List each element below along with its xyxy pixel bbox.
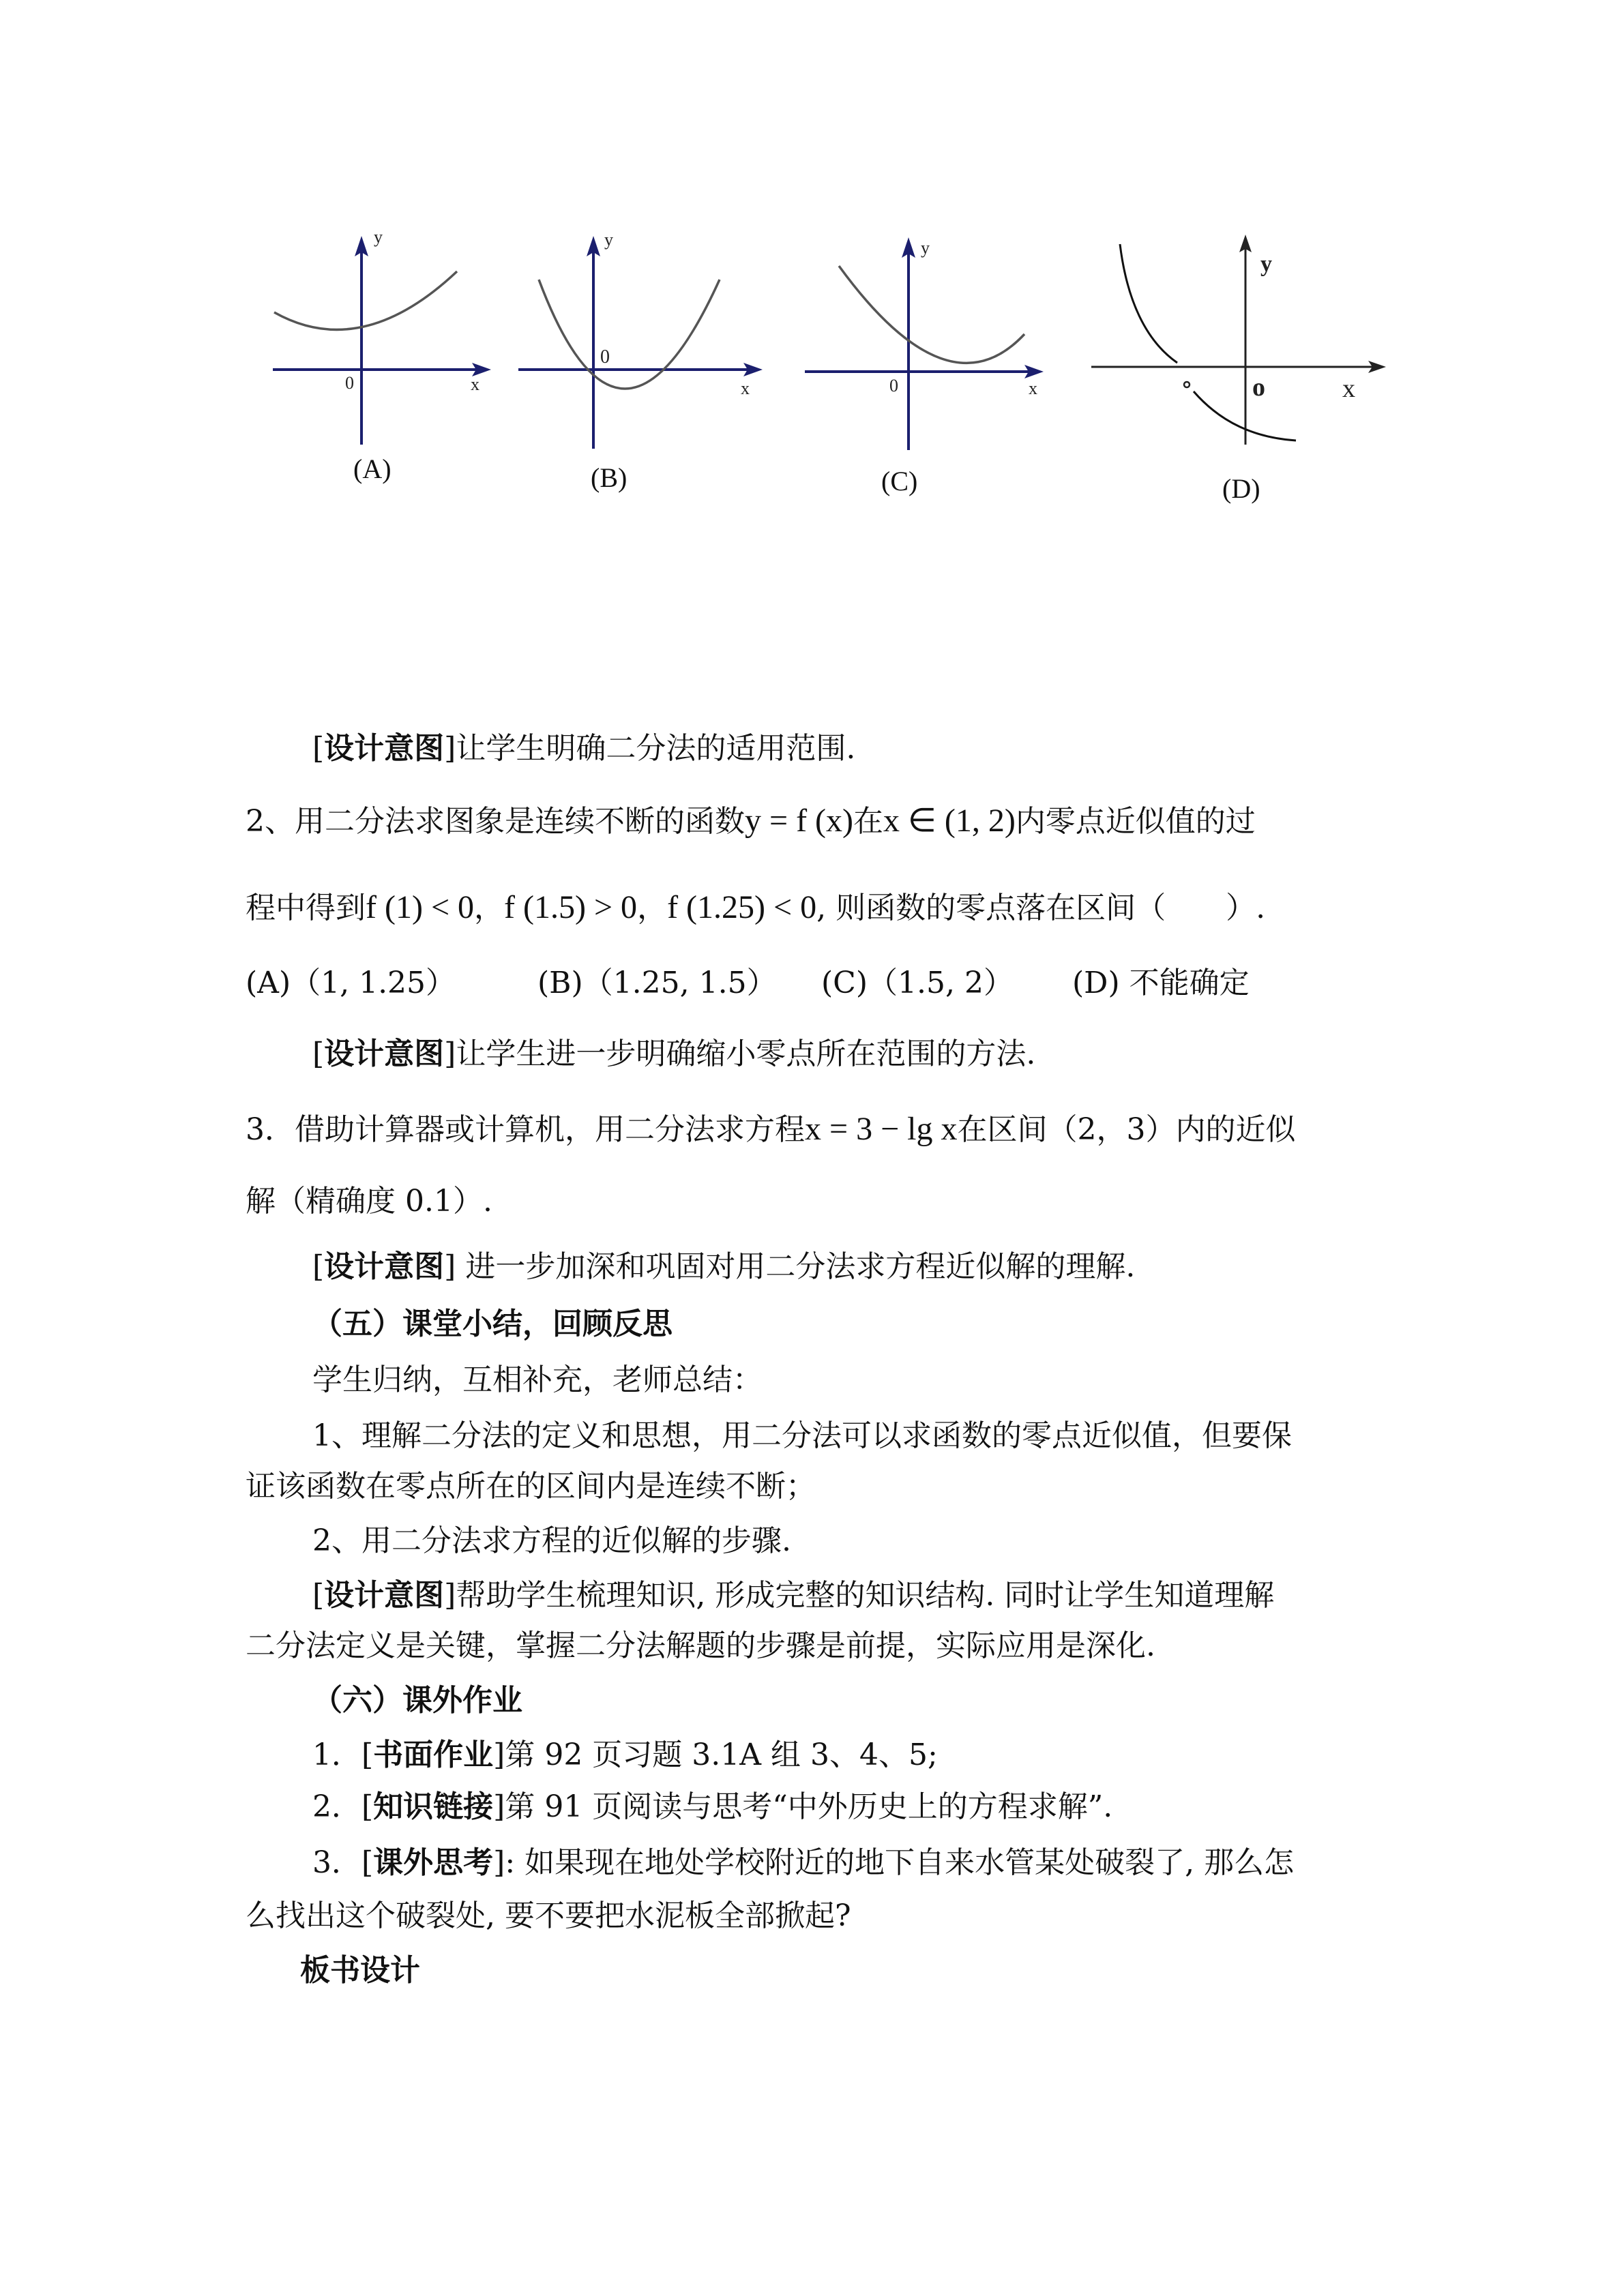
section5-intro: 学生归纳，互相补充，老师总结：	[312, 1362, 763, 1397]
curve-c	[839, 266, 1024, 363]
section5-title: （五）课堂小结，回顾反思	[312, 1307, 673, 1341]
q2-math-f15: f (1.5) > 0	[504, 889, 638, 925]
item-text: ]第 92 页习题 3.1A 组 3、4、5;	[493, 1738, 938, 1772]
item-label: 课外思考	[373, 1845, 494, 1880]
bracket-close: ]	[444, 1037, 456, 1071]
q2-line1	[246, 801, 1256, 842]
intent-label: 设计意图	[324, 1037, 445, 1071]
curve-b	[539, 280, 720, 389]
q2-option-b: (B)（1.25, 1.5）	[537, 966, 777, 1000]
bracket-close: ]	[444, 1249, 456, 1284]
curve-a	[274, 271, 457, 329]
bracket-close: ]	[444, 1578, 456, 1613]
q3-text-a: 3．借助计算器或计算机，用二分法求方程	[246, 1112, 805, 1147]
graph-c-plot	[805, 225, 1050, 457]
intent-label: 设计意图	[324, 731, 445, 766]
origin-label: 0	[600, 346, 610, 368]
q2-option-d: (D) 不能确定	[1072, 966, 1250, 1000]
item-text: ]: 如果现在地处学校附近的地下自来水管某处破裂了, 那么怎	[493, 1845, 1295, 1880]
section5-design-intent-line1	[312, 1575, 1274, 1616]
bracket-open: [	[312, 1578, 325, 1613]
graph-b-caption: (B)	[591, 462, 628, 493]
intent-text: 让学生明确二分法的适用范围.	[456, 731, 856, 766]
y-label: y	[1260, 252, 1272, 277]
item-number: 2．[	[312, 1789, 374, 1824]
item-label: 知识链接	[373, 1789, 494, 1824]
q2-math-interval: x ∈ (1, 2)	[883, 803, 1016, 839]
q2-math-f1: f (1) < 0	[366, 889, 475, 925]
item-number: 1．[	[312, 1738, 374, 1772]
q2-text-a: 2、用二分法求图象是连续不断的函数	[246, 804, 745, 839]
x-label: x	[741, 378, 750, 398]
intent-label: 设计意图	[324, 1249, 445, 1284]
bracket-open: [	[312, 1249, 325, 1284]
origin-label: 0	[345, 373, 354, 393]
bracket-open: [	[312, 1037, 325, 1071]
item-text: ]第 91 页阅读与思考“中外历史上的方程求解”.	[493, 1789, 1113, 1824]
intent-text: 进一步加深和巩固对用二分法求方程近似解的理解.	[456, 1249, 1136, 1284]
q2-math-f125: f (1.25) < 0	[667, 889, 817, 925]
q3-math-eq: x = 3 − lg x	[805, 1111, 958, 1147]
q2-text-c: 内零点近似值的过	[1015, 804, 1256, 839]
graph-b-plot	[518, 225, 764, 457]
q1-design-intent	[312, 728, 855, 769]
separator: ，	[474, 891, 505, 925]
curve-d-left	[1120, 244, 1177, 363]
q3-line1	[246, 1109, 1295, 1150]
q2-option-c: (C)（1.5, 2）	[821, 966, 1014, 1000]
x-label: x	[1029, 378, 1037, 398]
board-design-title: 板书设计	[300, 1953, 420, 1988]
q2-text-e: , 则函数的零点落在区间（ ）.	[816, 891, 1266, 925]
q3-line2: 解（精确度 0.1）.	[246, 1184, 492, 1219]
x-label: x	[1342, 374, 1355, 403]
origin-label: 0	[889, 376, 898, 396]
section5-item1-line2: 证该函数在零点所在的区间内是连续不断；	[246, 1469, 816, 1504]
q3-text-b: 在区间（2，3）内的近似	[957, 1112, 1296, 1147]
y-label: y	[604, 230, 613, 250]
separator: ，	[637, 891, 668, 925]
q2-text-b: 在	[853, 804, 884, 839]
section5-item1-line1: 1、理解二分法的定义和思想，用二分法可以求函数的零点近似值，但要保	[312, 1418, 1292, 1453]
graph-c-caption: (C)	[881, 466, 918, 496]
graph-c	[805, 225, 1050, 457]
homework-item-3-line1	[312, 1843, 1294, 1883]
q3-design-intent	[312, 1247, 1135, 1287]
homework-item-3-line2: 么找出这个破裂处, 要不要把水泥板全部掀起?	[246, 1898, 851, 1933]
graph-d-plot	[1091, 225, 1391, 457]
x-label: x	[471, 374, 479, 394]
homework-item-1	[312, 1735, 938, 1776]
graph-a-caption: (A)	[353, 453, 392, 484]
graph-a	[266, 225, 498, 457]
graph-a-plot	[266, 225, 498, 457]
intent-text: 帮助学生梳理知识, 形成完整的知识结构. 同时让学生知道理解	[456, 1578, 1275, 1613]
y-label: y	[921, 238, 930, 258]
q2-line2	[246, 887, 1265, 929]
q2-math-y-fx: y = f (x)	[745, 803, 854, 839]
item-label: 书面作业	[373, 1738, 494, 1772]
graph-d-caption: (D)	[1222, 473, 1260, 504]
graph-d	[1091, 225, 1391, 457]
q2-option-a: (A)（1, 1.25）	[246, 966, 456, 1000]
open-point	[1184, 382, 1190, 387]
homework-item-2	[312, 1787, 1112, 1828]
q2-text-d: 程中得到	[246, 891, 366, 925]
bracket-close: ]	[444, 731, 456, 766]
y-label: y	[374, 227, 383, 247]
section5-design-intent-line2: 二分法定义是关键，掌握二分法解题的步骤是前提，实际应用是深化.	[246, 1628, 1155, 1663]
item-number: 3．[	[312, 1845, 374, 1880]
intent-label: 设计意图	[324, 1578, 445, 1613]
origin-label: o	[1252, 373, 1265, 402]
graph-b	[518, 225, 764, 457]
section5-item2: 2、用二分法求方程的近似解的步骤.	[312, 1523, 791, 1558]
intent-text: 让学生进一步明确缩小零点所在范围的方法.	[456, 1037, 1036, 1071]
bracket-open: [	[312, 731, 325, 766]
q2-design-intent	[312, 1034, 1035, 1075]
section6-title: （六）课外作业	[312, 1683, 522, 1718]
